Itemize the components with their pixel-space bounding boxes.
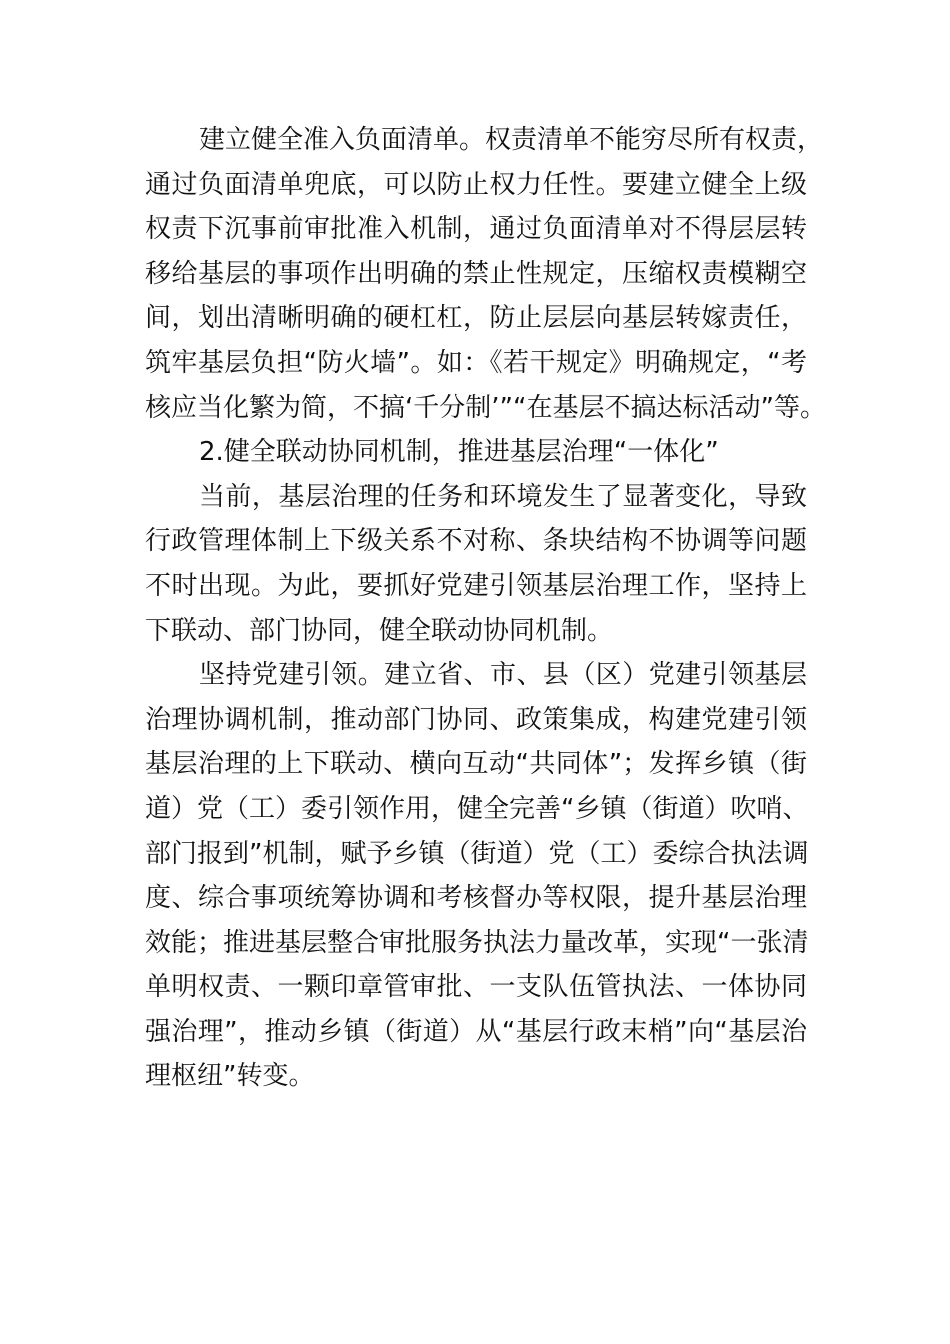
- text-line: 理枢纽”转变。: [145, 1061, 315, 1092]
- text-line: 效能；推进基层整合审批服务执法力量改革，实现“一张清: [145, 927, 809, 958]
- document-page: [145, 118, 826, 1099]
- text-line: 不时出现。为此，要抓好党建引领基层治理工作，坚持上: [145, 570, 807, 601]
- text-line: 部门报到”机制，赋予乡镇（街道）党（工）委综合执法调: [145, 838, 809, 869]
- text-line: 间，划出清晰明确的硬杠杠，防止层层向基层转嫁责任，: [145, 303, 807, 334]
- text-line: 坚持党建引领。建立省、市、县（区）党建引领基层: [199, 660, 807, 691]
- text-line: 当前，基层治理的任务和环境发生了显著变化，导致: [199, 481, 807, 512]
- text-line: 通过负面清单兜底，可以防止权力任性。要建立健全上级: [145, 169, 807, 200]
- text-line: 行政管理体制上下级关系不对称、条块结构不协调等问题: [145, 526, 807, 557]
- text-line: 治理协调机制，推动部门协同、政策集成，构建党建引领: [145, 704, 807, 735]
- text-line: 单明权责、一颗印章管审批、一支队伍管执法、一体协同: [145, 972, 807, 1003]
- text-line: 基层治理的上下联动、横向互动“共同体”；发挥乡镇（街: [145, 749, 807, 780]
- text-line: 下联动、部门协同，健全联动协同机制。: [145, 615, 614, 646]
- paragraph: [145, 475, 807, 653]
- section-heading: [145, 430, 807, 475]
- paragraph: [145, 653, 807, 1099]
- text-line: 2.健全联动协同机制，推进基层治理“一体化”: [199, 437, 719, 468]
- text-line: 建立健全准入负面清单。权责清单不能穷尽所有权责，: [199, 125, 824, 155]
- text-line: 度、综合事项统筹协调和考核督办等权限，提升基层治理: [145, 883, 807, 914]
- text-line: 核应当化繁为简，不搞‘千分制’”“在基层不搞达标活动”等。: [145, 392, 826, 423]
- text-line: 道）党（工）委引领作用，健全完善“乡镇（街道）吹哨、: [145, 793, 809, 824]
- text-line: 移给基层的事项作出明确的禁止性规定，压缩权责模糊空: [145, 258, 807, 289]
- text-line: 强治理”，推动乡镇（街道）从“基层行政末梢”向“基层治: [145, 1016, 807, 1047]
- text-line: 权责下沉事前审批准入机制，通过负面清单对不得层层转: [145, 214, 807, 245]
- text-line: 筑牢基层负担“防火墙”。如：《若干规定》明确规定，“考: [145, 347, 807, 378]
- paragraph: [145, 118, 826, 430]
